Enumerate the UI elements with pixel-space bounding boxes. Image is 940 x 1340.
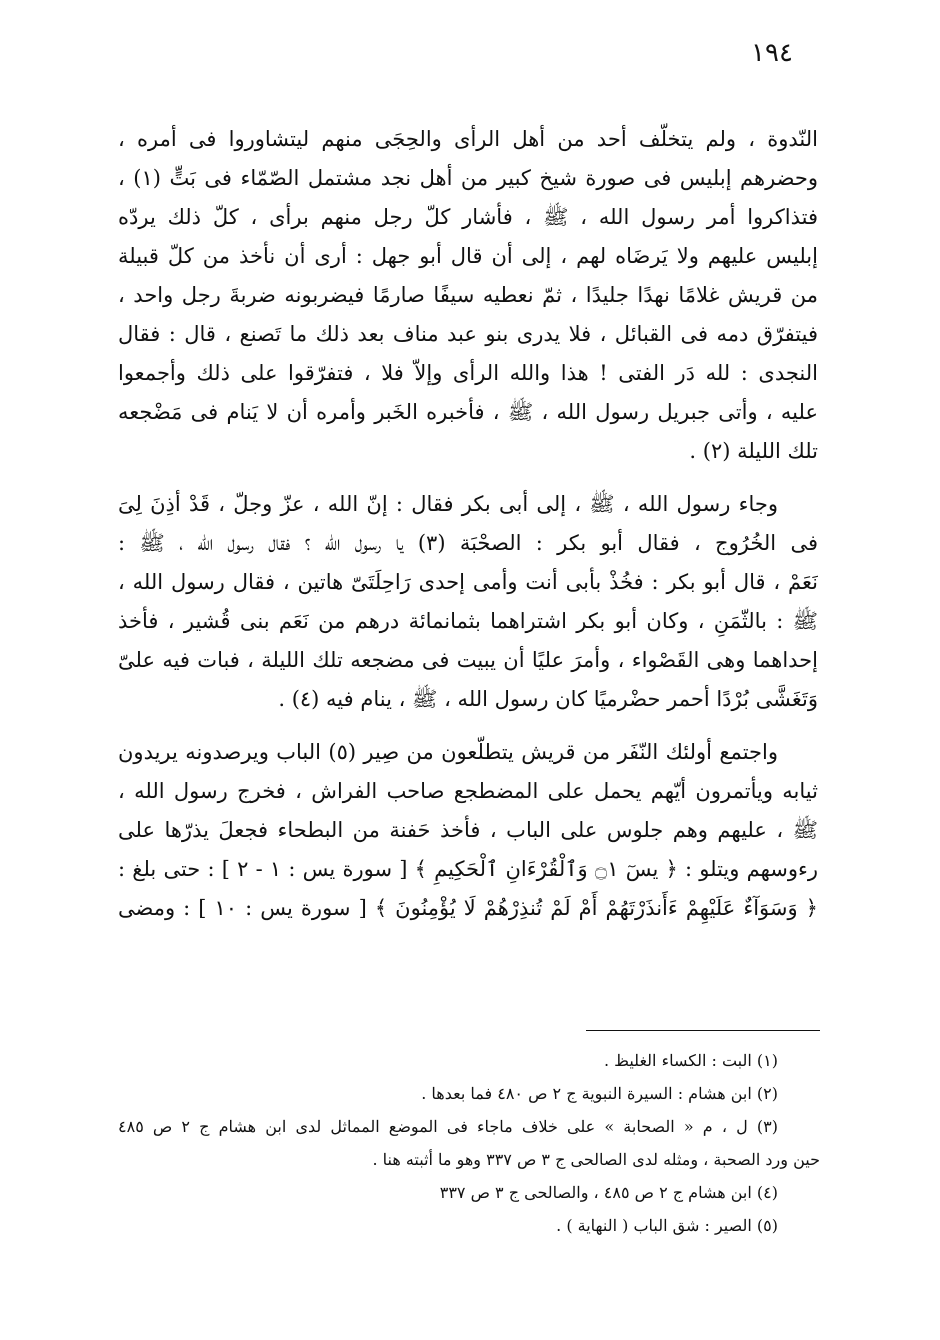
text-line: النّدوة ، ولم يتخلّف أحد من أهل الرأى والحِجَى منهم ليتشاوروا فى أمره ، xyxy=(118,127,818,151)
text-line: فيتفرّق دمه فى القبائل ، فلا يدرى بنو عبد مناف بعد ذلك ما تَصنع ، قال : فقال xyxy=(118,322,818,346)
text-line: فتذاكروا أمر رسول الله ، ﷺ ، فأشار كلّ رجل منهم برأى ، كلّ ذلك يردّه xyxy=(118,205,818,229)
text-line: وجاء رسول الله ، ﷺ ، إلى أبى بكر فقال : إنّ الله ، عزّ وجلّ ، قَدْ أذِنَ لِىَ xyxy=(118,492,778,516)
text-line: واجتمع أولئك النّفَر من قريش يتطلّعون من صِير (٥) الباب ويرصدونه يريدون xyxy=(118,740,778,764)
footnote-1: (١) البت : الكساء الغليظ . xyxy=(603,1051,778,1070)
text-line: من قريش غلامًا نهدًا جليدًا ، ثمّ نعطيه سيفًا صارمًا فيضربونه ضربةَ رجل واحد ، xyxy=(118,283,818,307)
text-line: وَتَغَشَّى بُرْدًا أحمر حضْرميًا كان رسول الله ، ﷺ ، ينام فيه (٤) . xyxy=(278,687,818,711)
footnote-2: (٢) ابن هشام : السيرة النبوية ج ٢ ص ٤٨٠ فما بعدها . xyxy=(421,1084,778,1103)
text-line: ﷺ : بالثّمَنِ ، وكان أبو بكر اشتراهما بثمانمائة درهم من نَعَم بنى قُشير ، فأخذ xyxy=(118,609,818,633)
main-text xyxy=(118,120,818,928)
footnotes xyxy=(118,1044,820,1242)
text-line: تلك الليلة (٢) . xyxy=(689,439,818,463)
text-line: رءوسهم ويتلو : ﴿ يسٓ ۝١ وَٱلْقُرْءَانِ ٱلْحَكِيمِ ﴾ [ سورة يس : ١ - ٢ ] : حتى بلغ : xyxy=(118,857,818,881)
text-line: ﴿ وَسَوَآءٌ عَلَيْهِمْ ءَأَنذَرْتَهُمْ أَمْ لَمْ تُنذِرْهُمْ لَا يُؤْمِنُونَ ﴾ [ سورة يس : ١٠ ] : ومضى xyxy=(118,896,818,920)
footnote-4: (٤) ابن هشام ج ٢ ص ٤٨٥ ، والصالحى ج ٣ ص ٣٣٧ xyxy=(439,1183,778,1202)
text-line: ثيابه ويأتمرون أيّهم يحمل على المضطجع صاحب الفراش ، فخرج رسول الله ، xyxy=(118,779,818,803)
text-line: إبليس عليهم ولا يَرضَاه لهم ، إلى أن قال أبو جهل : أرى أن نأخذ من كلّ قبيلة xyxy=(118,244,818,268)
footnote-5: (٥) الصير : شق الباب ( النهاية ) . xyxy=(556,1216,778,1235)
text-line: نَعَمْ ، قال أبو بكر : فخُذْ بأبى أنت وأمى إحدى رَاحِلَتَىّ هاتين ، فقال رسول الله ، xyxy=(118,570,818,594)
paragraph-3 xyxy=(118,733,818,928)
text-line: فى الخُرُوج ، فقال أبو بكر : الصحْبَة (٣) يا رسول الله ؟ فقال رسول الله ، ﷺ : xyxy=(118,531,818,555)
text-line: إحداهما وهى القَصْواء ، وأمرَ عليًا أن يبيت فى مضجعه تلك الليلة ، فبات فيه علىّ xyxy=(118,648,818,672)
footnote-3: (٣) ل ، م « الصحابة » على خلاف ماجاء فى الموضع المماثل لدى ابن هشام ج ٢ ص ٤٨٥ xyxy=(118,1117,778,1136)
text-line: النجدى : لله دَر الفتى ! هذا والله الرأى وإلاّ فلا ، فتفرّقوا على ذلك وأجمعوا xyxy=(118,361,818,385)
text-line: وحضرهم إبليس فى صورة شيخ كبير من أهل نجد مشتمل الصّمّاء فى بَتٍّ (١) ، xyxy=(118,166,818,190)
footnote-3-continuation: حين ورد الصحبة ، ومثله لدى الصالحى ج ٣ ص ٣٣٧ وهو ما أثبته هنا . xyxy=(372,1150,820,1169)
text-line: عليه ، وأتى جبريل رسول الله ، ﷺ ، فأخبره الخَبر وأمره أن لا يَنام فى مَضْجعه xyxy=(118,400,818,424)
text-line: ﷺ ، عليهم وهم جلوس على الباب ، فأخذ حَفنة من البطحاء فجعلَ يذرّها على xyxy=(118,818,818,842)
page-number: ١٩٤ xyxy=(751,38,793,68)
paragraph-1 xyxy=(118,120,818,471)
footnote-separator xyxy=(586,1030,820,1031)
paragraph-2 xyxy=(118,485,818,719)
